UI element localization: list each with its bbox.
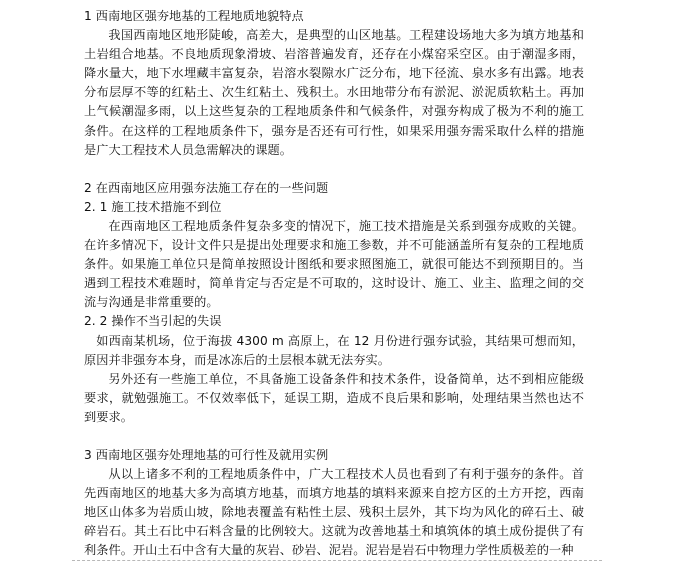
subsection-2-2-paragraph-2: 另外还有一些施工单位，不具备施工设备条件和技术条件，设备简单，达不到相应能级要求，就勉强施工。不仅效率低下，延误工期，造成不良后果和影响，处理结果当然也达不到要求。 <box>84 371 584 424</box>
document-body <box>84 7 584 561</box>
subsection-2-2-paragraph-1: 如西南某机场，位于海拔 4300 m 高原上，在 12 月份进行强夯试验，其结果可想而知，原因并非强夯本身，而是冰冻后的土层根本就无法夯实。 <box>84 333 584 367</box>
subsection-2-1-paragraph: 在西南地区工程地质条件复杂多变的情况下，施工技术措施是关系到强夯成败的关键。在许多情况下，设计文件只是提出处理要求和施工参数，并不可能涵盖所有复杂的工程地质条件。如果施工单位只是简单按照设计图纸和要求照图施工，就很可能达不到预期目的。当遇到工程技术难题时，简单肯定与否定是不可取的，这时设计、施工、业主、监理之间的交流与沟通是非常重要的。 <box>84 218 584 310</box>
subsection-2-2-heading: 2. 2 操作不当引起的失误 <box>84 314 222 329</box>
section-3-heading: 3 西南地区强夯处理地基的可行性及就用实例 <box>84 447 329 462</box>
paragraph-gap <box>84 160 584 179</box>
paragraph-gap <box>84 427 584 446</box>
section-2-heading: 2 在西南地区应用强夯法施工存在的一些问题 <box>84 180 329 195</box>
section-3-paragraph: 从以上诸多不利的工程地质条件中，广大工程技术人员也看到了有利于强夯的条件。首先西南地区的地基大多为高填方地基，而填方地基的填料来源来自挖方区的土方开挖，西南地区山体多为岩质山坡，除地表覆盖有粘性土层、残积土层外，其下均为风化的碎石土、破碎岩石。其土石比中石料含量的比例较大。这就为改善地基土和填筑体的填土成份提供了有利条件。开山土石中含有大量的灰岩、砂岩、泥岩。泥岩是岩石中物理力学性质极差的一种 <box>84 467 584 558</box>
section-1-heading: 1 西南地区强夯地基的工程地质地貌特点 <box>84 9 304 23</box>
page-bottom-divider <box>72 560 602 561</box>
section-1-paragraph: 我国西南地区地形陡峻，高差大，是典型的山区地基。工程建设场地大多为填方地基和土岩组合地基。不良地质现象滑坡、岩溶普遍发育，还存在小煤窑采空区。由于潮湿多雨，降水量大，地下水埋藏丰富复杂，岩溶水裂隙水广泛分布，地下径流、泉水多有出露。地表分布层厚不等的红粘土、次生红粘土、残积土。水田地带分布有淤泥、淤泥质软粘土。再加上气候潮湿多雨，以上这些复杂的工程地质条件和气候条件，对强夯构成了极为不利的施工条件。在这样的工程地质条件下，强夯是否还有可行性，如果采用强夯需采取什么样的措施是广大工程技术人员急需解决的课题。 <box>84 28 584 157</box>
subsection-2-1-heading: 2. 1 施工技术措施不到位 <box>84 199 222 214</box>
